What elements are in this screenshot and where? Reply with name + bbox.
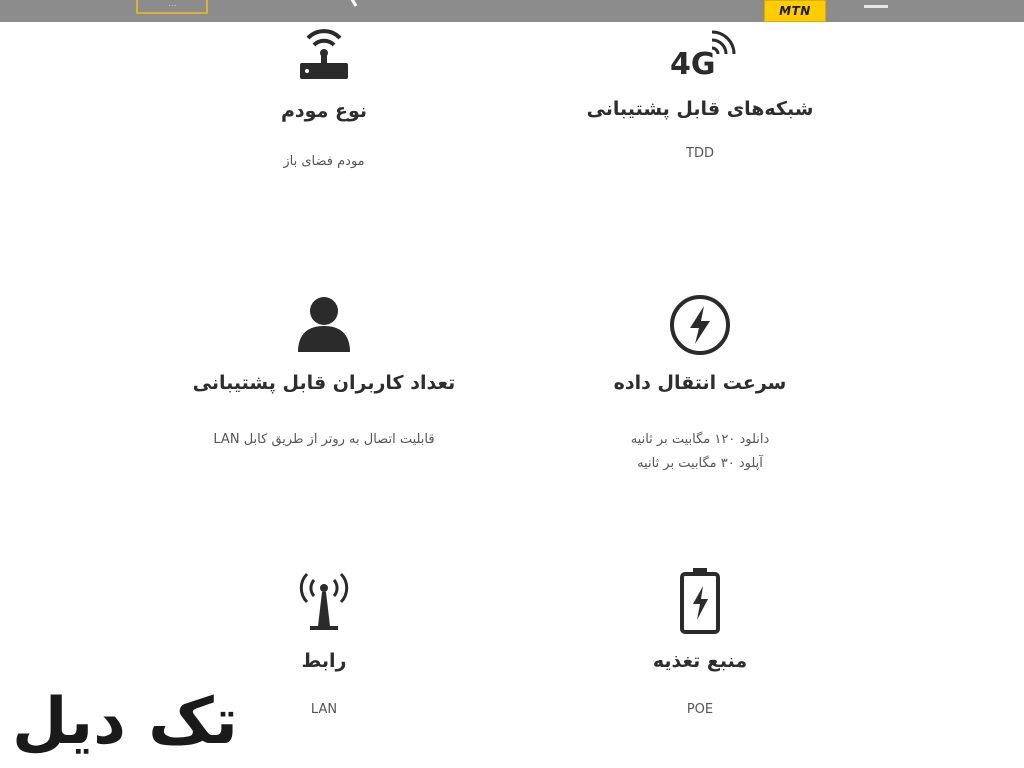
menu-icon[interactable]: [864, 0, 888, 8]
router-icon: [294, 18, 354, 84]
feature-networks: [540, 24, 860, 166]
feature-interface-title: رابط: [301, 650, 347, 672]
mtn-logo-text: MTN: [779, 4, 811, 18]
svg-text:4G: 4G: [670, 47, 716, 82]
feature-networks-value: TDD: [686, 146, 714, 161]
4g-icon: [664, 24, 736, 84]
feature-users-title: تعداد کاربران قابل پشتیبانی: [192, 372, 456, 394]
feature-networks-title: شبکه‌های قابل پشتیبانی: [586, 98, 814, 120]
feature-modem-type-value: مودم فضای باز: [283, 154, 365, 169]
search-icon[interactable]: [340, 0, 364, 10]
feature-modem-type-title: نوع مودم: [281, 100, 367, 122]
feature-speed: [540, 292, 860, 476]
watermark-logo: تک دیل: [12, 685, 238, 759]
lightning-circle-icon: [667, 292, 733, 358]
feature-speed-line2: آپلود ۳۰ مگابیت بر ثانیه: [637, 456, 763, 471]
feature-users: [164, 294, 484, 452]
header-box[interactable]: [136, 0, 208, 14]
feature-speed-title: سرعت انتقال داده: [613, 372, 787, 394]
header-box-label: ...: [168, 0, 177, 9]
feature-interface-value: LAN: [310, 702, 338, 717]
antenna-icon: [292, 566, 356, 636]
battery-icon: [677, 566, 723, 636]
feature-power-title: منبع تغذیه: [652, 650, 748, 672]
feature-power: [540, 566, 860, 722]
top-bar: [0, 0, 1024, 22]
feature-modem-type: [164, 18, 484, 174]
mtn-logo: [764, 0, 826, 22]
user-icon: [294, 294, 354, 356]
feature-power-value: POE: [686, 702, 714, 717]
feature-speed-line1: دانلود ۱۲۰ مگابیت بر ثانیه: [630, 432, 770, 447]
feature-users-value: قابلیت اتصال به روتر از طریق کابل LAN: [213, 432, 435, 447]
